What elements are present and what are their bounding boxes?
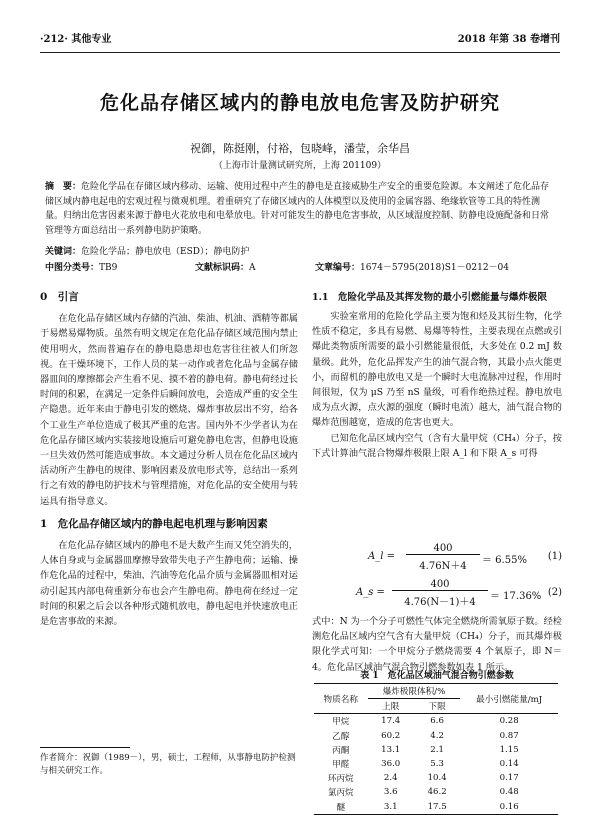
abstract-label: 摘 要： <box>45 182 82 192</box>
cell: 60.2 <box>381 730 401 741</box>
cell: 2.4 <box>383 773 398 784</box>
eq1-result: ＝ 6.55% <box>482 555 527 566</box>
section-1-heading: 1 危化品存储区域内的静电起电机理与影响因素 <box>40 517 268 530</box>
authors: 祝御，陈挺刚，付裕，包晓峰，潘莹，余华昌 <box>190 142 410 155</box>
cell: 0.87 <box>499 730 519 741</box>
col-lower: 下限 <box>414 699 460 714</box>
eq1-numerator: 400 <box>406 543 480 555</box>
author-footnote: 作者简介：祝御（1989－），男，硕士，工程师，从事静电防护检测与相关研究工作。 <box>40 753 296 776</box>
cell: 丙酮 <box>332 745 350 756</box>
cell: 17.4 <box>381 716 401 727</box>
col-upper: 上限 <box>368 699 414 714</box>
equation-1 <box>330 543 562 573</box>
article-title: 危化品存储区域内的静电放电危害及防护研究 <box>99 92 500 114</box>
affiliation: （上海市计量测试研究所，上海 201109） <box>213 161 387 171</box>
cell: 17.5 <box>414 800 460 815</box>
doc-label: 文献标识码： <box>195 263 250 273</box>
keywords <box>45 244 555 257</box>
header-right: 2018 年第 38 卷增刊 <box>457 34 560 45</box>
keywords-label: 关键词： <box>45 247 82 257</box>
right-paragraph-1: 实验室常用的危险化学品主要为饱和烃及其衍生物，化学性质不稳定，多具有易燃、易爆等特性，主要表现在点燃或引爆此类物质所需要的最小引燃能量很低，大多处在 0.2 mJ 数量级。此外，危化品挥发产生的油气混合物，其最小点火能更小，而留机的静电放电又是一个瞬时大电流脉冲过程，作用时间很短，仅为 μS 乃至 nS 量级，可看作绝热过程。静电放电成为点火源，点火源的强度（瞬时电流）越大，油气混合物的爆炸范围越宽，造成的危害也更大。 <box>312 311 562 429</box>
col-limit-group: 爆炸极限体积/% <box>368 684 461 699</box>
cell: 甲烷 <box>332 717 350 728</box>
table-row <box>314 729 558 743</box>
eq2-denominator: 4.76(N－1)＋4 <box>404 597 476 608</box>
table-row <box>314 800 558 815</box>
article-number-value: 1674－5795(2018)S1－0212－04 <box>360 263 509 273</box>
section-0-heading: 0 引言 <box>40 291 79 303</box>
cell: 1.15 <box>499 744 519 755</box>
table-row <box>314 743 558 757</box>
header-left: ·212· 其他专业 <box>40 34 112 45</box>
right-paragraph-3: 式中：N 为一个分子可燃性气体完全燃烧所需氧原子数。经检测危化品区域内空气含有大量甲烷（CH₄）分子，而其爆炸极限化学式可知：一个甲烷分子燃烧需要 4 个氧原子，即 N＝4。危化品区域油气混合物引燃参数如表 1 所示。 <box>312 616 562 673</box>
cell: 0.14 <box>499 759 519 770</box>
table-row <box>314 771 558 785</box>
table-row <box>314 757 558 771</box>
table-row <box>314 785 558 799</box>
eq1-denominator: 4.76N＋4 <box>419 561 467 572</box>
left-column <box>40 290 298 629</box>
doc-value: A <box>249 263 256 273</box>
right-column <box>312 290 562 461</box>
abstract <box>45 180 555 238</box>
clc-value: TB9 <box>99 263 118 273</box>
right-paragraph-2: 已知危化品区域内空气（含有大量甲烷（CH₄）分子，按下式计算油气混合物爆炸极限上限 A_l 和下限 A_s 可得 <box>312 432 562 459</box>
col-mie: 最小引燃能量/mJ <box>460 684 558 714</box>
cell: 0.16 <box>460 800 558 815</box>
cell: 13.1 <box>381 744 401 755</box>
cell: 0.48 <box>499 787 519 798</box>
footnote-rule <box>40 747 130 748</box>
equation-2 <box>330 579 562 609</box>
cell: 0.28 <box>499 716 519 727</box>
right-paragraph-3-wrap <box>312 614 562 675</box>
cell: 环丙烷 <box>327 774 354 785</box>
clc-label: 中图分类号： <box>45 263 100 273</box>
cell: 6.6 <box>430 716 444 727</box>
cell: 10.4 <box>427 773 447 784</box>
classification-line <box>45 260 555 273</box>
cell: 5.3 <box>430 759 444 770</box>
section-0-paragraph: 在危化品存储区域内存储的汽油、柴油、机油、酒精等都属于易燃易爆物质。虽然有明文规定在危化品存储区域范围内禁止使用明火，然而普遍存在的静电隐患却也危害往往被人们所忽视。在干燥环境下，工作人员的某一动作或者危化品与金属存储器皿间的摩擦都会产生看不见、摸不着的静电荷。静电荷经过长时间的积累，在满足一定条件后瞬间放电，会造成严重的安全生产隐患。近年来由于静电引发的燃烧、爆炸事故层出不穷，给各个工业生产单位造成了极其严重的危害。国内外不少学者认为在危化品存储区域内实装接地设施后可避免静电危害，但静电设施一旦失效仍然可能造成事故。本文通过分析人员在危化品区域内活动所产生静电的规律、影响因素及放电形式等，总结出一系列行之有效的静电防护技术与管理措施，对危化品的安全使用与转运具有指导意义。 <box>40 313 298 507</box>
eq1-tag: (1) <box>547 551 562 562</box>
cell: 3.1 <box>368 800 414 815</box>
eq2-numerator: 400 <box>392 579 488 591</box>
cell: 36.0 <box>381 759 401 770</box>
table-1-block <box>314 668 560 815</box>
table-1-caption: 表 1 危化品区域油气混合物引燃参数 <box>360 671 514 681</box>
section-1-1-heading: 1.1 危险化学品及其挥发物的最小引燃能量与爆炸极限 <box>312 292 548 303</box>
cell: 0.17 <box>499 773 519 784</box>
abstract-text: 危险化学品在存储区域内移动、运输、使用过程中产生的静电是直接威胁生产安全的重要危险源。本文阐述了危化品存储区域内静电起电的宏观过程与微观机理。着重研究了存储区域内的人体模型以及使用的金属容器、绝缘软管等工具的特性测量。归纳出危害因素来源于静电火花放电和电晕放电。针对可能发生的静电危害事故，从区域湿度控制、防静电设施配备和日常管理等方面总结出一系列静电防护策略。 <box>45 182 550 236</box>
cell: 3.6 <box>383 787 398 798</box>
table-1 <box>314 683 558 815</box>
cell: 醚 <box>314 800 368 815</box>
keywords-text: 危险化学品；静电放电（ESD）；静电防护 <box>81 247 250 257</box>
cell: 4.2 <box>430 730 444 741</box>
cell: 氯丙烷 <box>327 788 354 799</box>
cell: 甲醛 <box>332 760 350 771</box>
cell: 2.1 <box>430 744 444 755</box>
section-1-paragraph: 在危化品存储区域内的静电不是大数产生而又凭空消失的，人体自身或与金属器皿摩擦导致带失电子产生静电荷；运输、操作危化品的过程中，柴油、汽油等危化品介质与金属器皿相对运动引起其内部电荷重新分布也会产生静电荷。静电荷在经过一定时间的积累之后会以各种形式随机放电，静电起电并快速放电正是危害事故的来源。 <box>40 540 298 628</box>
eq2-tag: (2) <box>547 587 562 598</box>
table-row <box>314 714 558 729</box>
eq2-lhs: A_s = <box>356 587 385 598</box>
running-header <box>40 30 560 48</box>
header-rule <box>40 52 560 53</box>
article-number-label: 文章编号： <box>315 263 361 273</box>
col-material: 物质名称 <box>314 684 368 714</box>
cell: 乙醇 <box>332 731 350 742</box>
eq2-result: ＝ 17.36% <box>490 591 542 602</box>
eq1-lhs: A_l = <box>368 551 395 562</box>
cell: 46.2 <box>427 787 447 798</box>
